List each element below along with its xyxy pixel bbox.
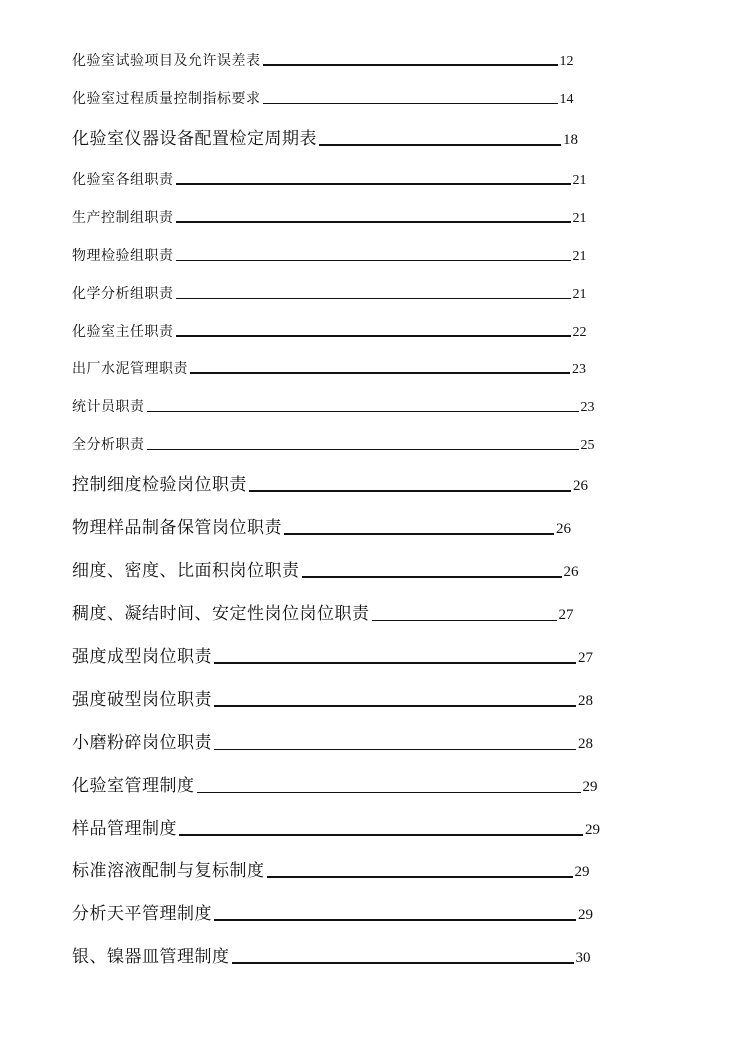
toc-entry-leader [176, 298, 571, 299]
toc-entry[interactable] [72, 862, 590, 881]
toc-entry[interactable] [72, 211, 587, 226]
toc-entry-title: 出厂水泥管理职责 [72, 361, 188, 377]
toc-entry-title: 化验室试验项目及允许误差表 [72, 53, 261, 69]
toc-entry-leader [190, 372, 570, 374]
toc-entry-title: 分析天平管理制度 [72, 904, 212, 924]
toc-entry-title: 化验室仪器设备配置检定周期表 [72, 129, 317, 149]
toc-entry[interactable] [72, 519, 571, 538]
toc-entry-title: 化验室主任职责 [72, 324, 174, 340]
toc-entry[interactable] [72, 438, 595, 453]
toc-entry-title: 标准溶液配制与复标制度 [72, 861, 265, 881]
toc-entry-page: 21 [572, 173, 587, 188]
toc-entry-page: 21 [572, 211, 587, 226]
toc-entry-page: 23 [580, 400, 595, 415]
toc-entry[interactable] [72, 605, 574, 624]
toc-entry-title: 强度破型岗位职责 [72, 690, 212, 710]
toc-entry-title: 统计员职责 [72, 399, 145, 415]
toc-entry-leader [372, 620, 557, 621]
toc-entry-page: 18 [563, 132, 578, 149]
toc-entry-title: 物理检验组职责 [72, 248, 174, 264]
toc-entry[interactable] [72, 130, 578, 149]
toc-entry-page: 26 [573, 478, 588, 495]
toc-entry-title: 化验室各组职责 [72, 172, 174, 188]
toc-entry[interactable] [72, 476, 588, 495]
toc-entry-title: 样品管理制度 [72, 819, 177, 839]
toc-entry-page: 25 [580, 438, 595, 453]
toc-entry-page: 27 [578, 650, 593, 667]
toc-entry-page: 21 [572, 249, 587, 264]
toc-entry[interactable] [72, 325, 587, 340]
toc-entry-page: 12 [559, 54, 574, 69]
toc-entry-leader [263, 64, 558, 66]
toc-entry-page: 28 [578, 736, 593, 753]
toc-entry-page: 29 [582, 779, 598, 796]
toc-entry-title: 控制细度检验岗位职责 [72, 475, 247, 495]
toc-entry-title: 银、镍器皿管理制度 [72, 947, 230, 967]
toc-entry-leader [284, 533, 554, 535]
toc-entry-leader [176, 183, 571, 185]
toc-entry-leader [263, 103, 558, 104]
toc-entry[interactable] [72, 54, 574, 69]
toc-entry-leader [214, 919, 576, 921]
toc-entry-page: 29 [585, 822, 600, 839]
toc-entry-title: 生产控制组职责 [72, 210, 174, 226]
toc-entry-title: 稠度、凝结时间、安定性岗位岗位职责 [72, 604, 370, 624]
toc-entry-page: 26 [556, 521, 571, 538]
toc-entry-page: 29 [578, 907, 593, 924]
toc-entry[interactable] [72, 92, 574, 107]
toc-entry-title: 化验室管理制度 [72, 776, 195, 796]
toc-entry-leader [147, 449, 579, 450]
toc-entry-title: 全分析职责 [72, 437, 145, 453]
toc-entry-page: 30 [575, 950, 591, 967]
toc-entry-title: 细度、密度、比面积岗位职责 [72, 561, 300, 581]
toc-entry[interactable] [72, 173, 587, 188]
toc-entry-page: 21 [572, 287, 587, 302]
toc-entry-leader [232, 962, 574, 964]
toc-entry-leader [302, 576, 562, 578]
toc-entry-leader [197, 792, 581, 793]
toc-entry[interactable] [72, 400, 595, 415]
toc-entry[interactable] [72, 362, 586, 377]
toc-entry[interactable] [72, 948, 591, 967]
toc-entry[interactable] [72, 287, 587, 302]
toc-entry-leader [176, 335, 571, 337]
toc-entry-leader [214, 705, 576, 707]
toc-entry-title: 强度成型岗位职责 [72, 647, 212, 667]
toc-entry-title: 化学分析组职责 [72, 286, 174, 302]
toc-entry-leader [249, 490, 571, 492]
toc-entry-leader [147, 411, 579, 412]
toc-entry-leader [176, 260, 571, 261]
toc-entry-page: 29 [574, 864, 590, 881]
toc-entry-page: 23 [572, 362, 586, 377]
toc-entry-leader [214, 749, 576, 750]
toc-entry[interactable] [72, 691, 593, 710]
toc-entry-leader [214, 662, 576, 664]
toc-entry-page: 27 [558, 607, 574, 624]
toc-entry[interactable] [72, 562, 579, 581]
toc-entry[interactable] [72, 648, 593, 667]
toc-entry-page: 14 [559, 92, 574, 107]
toc-entry-page: 28 [578, 693, 593, 710]
toc-entry-page: 26 [563, 564, 579, 581]
toc-entry-leader [179, 834, 583, 836]
toc-entry[interactable] [72, 905, 593, 924]
toc-entry-leader [267, 876, 573, 878]
toc-entry-page: 22 [572, 325, 587, 340]
toc-entry-title: 小磨粉碎岗位职责 [72, 733, 212, 753]
toc-entry-leader [176, 221, 571, 223]
toc-entry-title: 化验室过程质量控制指标要求 [72, 91, 261, 107]
toc-entry[interactable] [72, 249, 587, 264]
toc-entry-leader [319, 144, 561, 146]
toc-entry[interactable] [72, 734, 593, 753]
toc-entry[interactable] [72, 820, 600, 839]
toc-entry[interactable] [72, 777, 598, 796]
toc-entry-title: 物理样品制备保管岗位职责 [72, 518, 282, 538]
